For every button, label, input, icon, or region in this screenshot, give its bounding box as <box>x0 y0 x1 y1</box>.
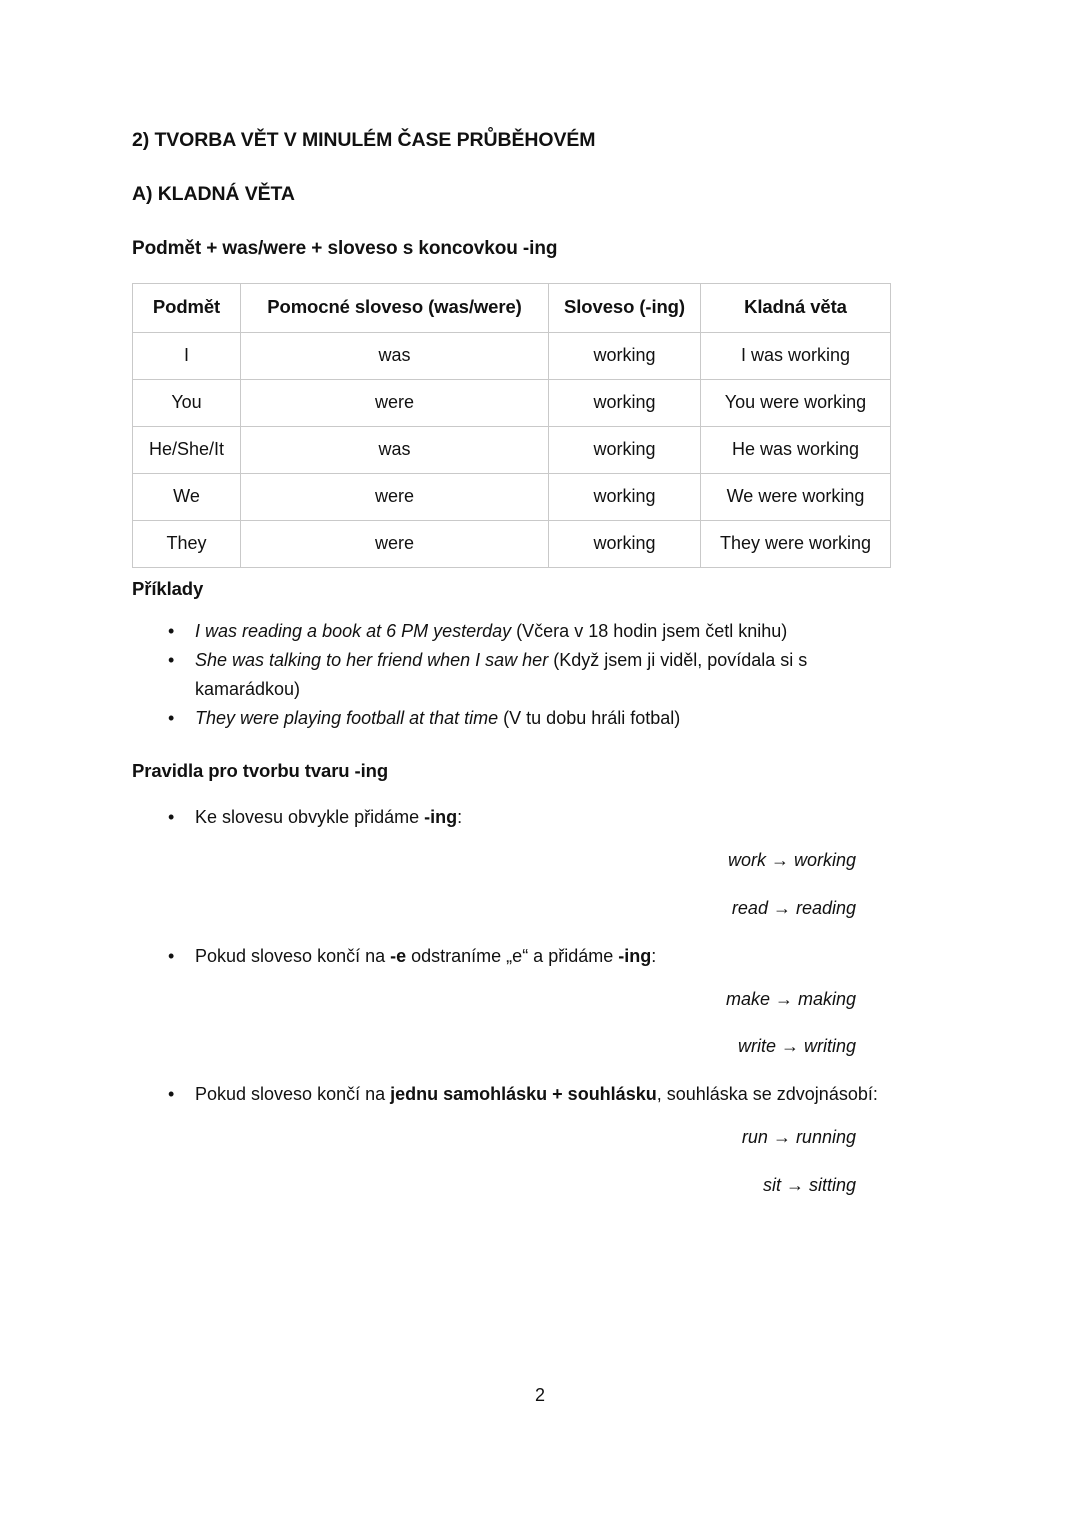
table-row <box>133 379 891 426</box>
rules-list <box>132 1080 892 1109</box>
rule-text-after: : <box>651 945 657 966</box>
cell-auxiliary: was <box>241 332 549 379</box>
rule-example: write → writing <box>737 1036 856 1057</box>
rule-text-before: Pokud sloveso končí na <box>195 945 391 966</box>
list-item-rule <box>132 803 892 832</box>
cell-affirmative: They were working <box>701 520 891 567</box>
cell-subject: They <box>133 520 241 567</box>
formula-heading: Podmět + was/were + sloveso s koncovkou -ing <box>132 237 558 259</box>
cell-auxiliary: were <box>241 379 549 426</box>
table-row <box>133 426 891 473</box>
column-header-affirmative: Kladná věta <box>701 283 891 332</box>
list-item <box>132 617 892 646</box>
spacer <box>132 920 892 942</box>
cell-verb-ing: working <box>549 426 701 473</box>
cell-auxiliary: were <box>241 473 549 520</box>
rule-text-mid: odstraníme „e“ a přidáme <box>406 945 619 966</box>
example-english: I was reading a book at 6 PM yesterday <box>195 620 512 641</box>
list-item <box>132 704 892 733</box>
rule-example: work → working <box>727 850 856 871</box>
rule-bold-term: -e <box>390 945 407 966</box>
cell-affirmative: He was working <box>701 426 891 473</box>
column-header-subject: Podmět <box>133 283 241 332</box>
rules-list <box>132 803 892 832</box>
table-row <box>133 473 891 520</box>
section-heading: 2) TVORBA VĚT V MINULÉM ČASE PRŮBĚHOVÉM <box>132 129 596 151</box>
rule-text-before: Pokud sloveso končí na <box>195 1083 391 1104</box>
rule-example: make → making <box>725 988 856 1009</box>
cell-auxiliary: was <box>241 426 549 473</box>
rule-example: sit → sitting <box>762 1174 856 1195</box>
subsection-heading: A) KLADNÁ VĚTA <box>132 183 295 206</box>
example-english: She was talking to her friend when I saw her <box>195 649 549 670</box>
page-content <box>132 128 892 1196</box>
cell-affirmative: I was working <box>701 332 891 379</box>
cell-affirmative: You were working <box>701 379 891 426</box>
rule-text-before: Ke slovesu obvykle přidáme <box>195 807 425 828</box>
list-item <box>132 646 892 704</box>
example-czech: (Včera v 18 hodin jsem četl knihu) <box>511 620 788 641</box>
example-czech: (Když jsem ji viděl, povídala si s kamarádkou) <box>195 649 808 699</box>
example-english: They were playing football at that time <box>195 708 499 729</box>
rule-text-after: , souhláska se zdvojnásobí: <box>656 1083 878 1104</box>
cell-verb-ing: working <box>549 473 701 520</box>
table-row <box>133 520 891 567</box>
table-row <box>133 332 891 379</box>
column-header-auxiliary: Pomocné sloveso (was/were) <box>241 283 549 332</box>
rule-examples-3 <box>132 1127 892 1196</box>
rules-list <box>132 942 892 971</box>
rule-examples-1 <box>132 850 892 919</box>
page-number: 2 <box>534 1385 545 1405</box>
examples-list <box>132 617 892 734</box>
cell-affirmative: We were working <box>701 473 891 520</box>
list-item-rule <box>132 1080 892 1109</box>
rule-bold-term-2: -ing <box>618 945 652 966</box>
list-item-rule <box>132 942 892 971</box>
cell-auxiliary: were <box>241 520 549 567</box>
rule-example: run → running <box>741 1127 856 1148</box>
rule-examples-2 <box>132 989 892 1058</box>
cell-verb-ing: working <box>549 332 701 379</box>
rule-text-after: : <box>457 807 463 828</box>
examples-heading: Příklady <box>132 577 204 599</box>
rule-example: read → reading <box>731 897 856 918</box>
cell-verb-ing: working <box>549 379 701 426</box>
example-czech: (V tu dobu hráli fotbal) <box>498 708 681 729</box>
spacer <box>132 1058 892 1080</box>
cell-subject: I <box>133 332 241 379</box>
rule-bold-term: jednu samohlásku + souhlásku <box>390 1083 657 1104</box>
cell-verb-ing: working <box>549 520 701 567</box>
rules-heading: Pravidla pro tvorbu tvaru -ing <box>132 760 389 782</box>
cell-subject: We <box>133 473 241 520</box>
column-header-verb-ing: Sloveso (-ing) <box>549 283 701 332</box>
table-header-row <box>133 283 891 332</box>
cell-subject: He/She/It <box>133 426 241 473</box>
conjugation-table <box>132 283 891 568</box>
cell-subject: You <box>133 379 241 426</box>
rule-bold-term: -ing <box>424 807 458 828</box>
